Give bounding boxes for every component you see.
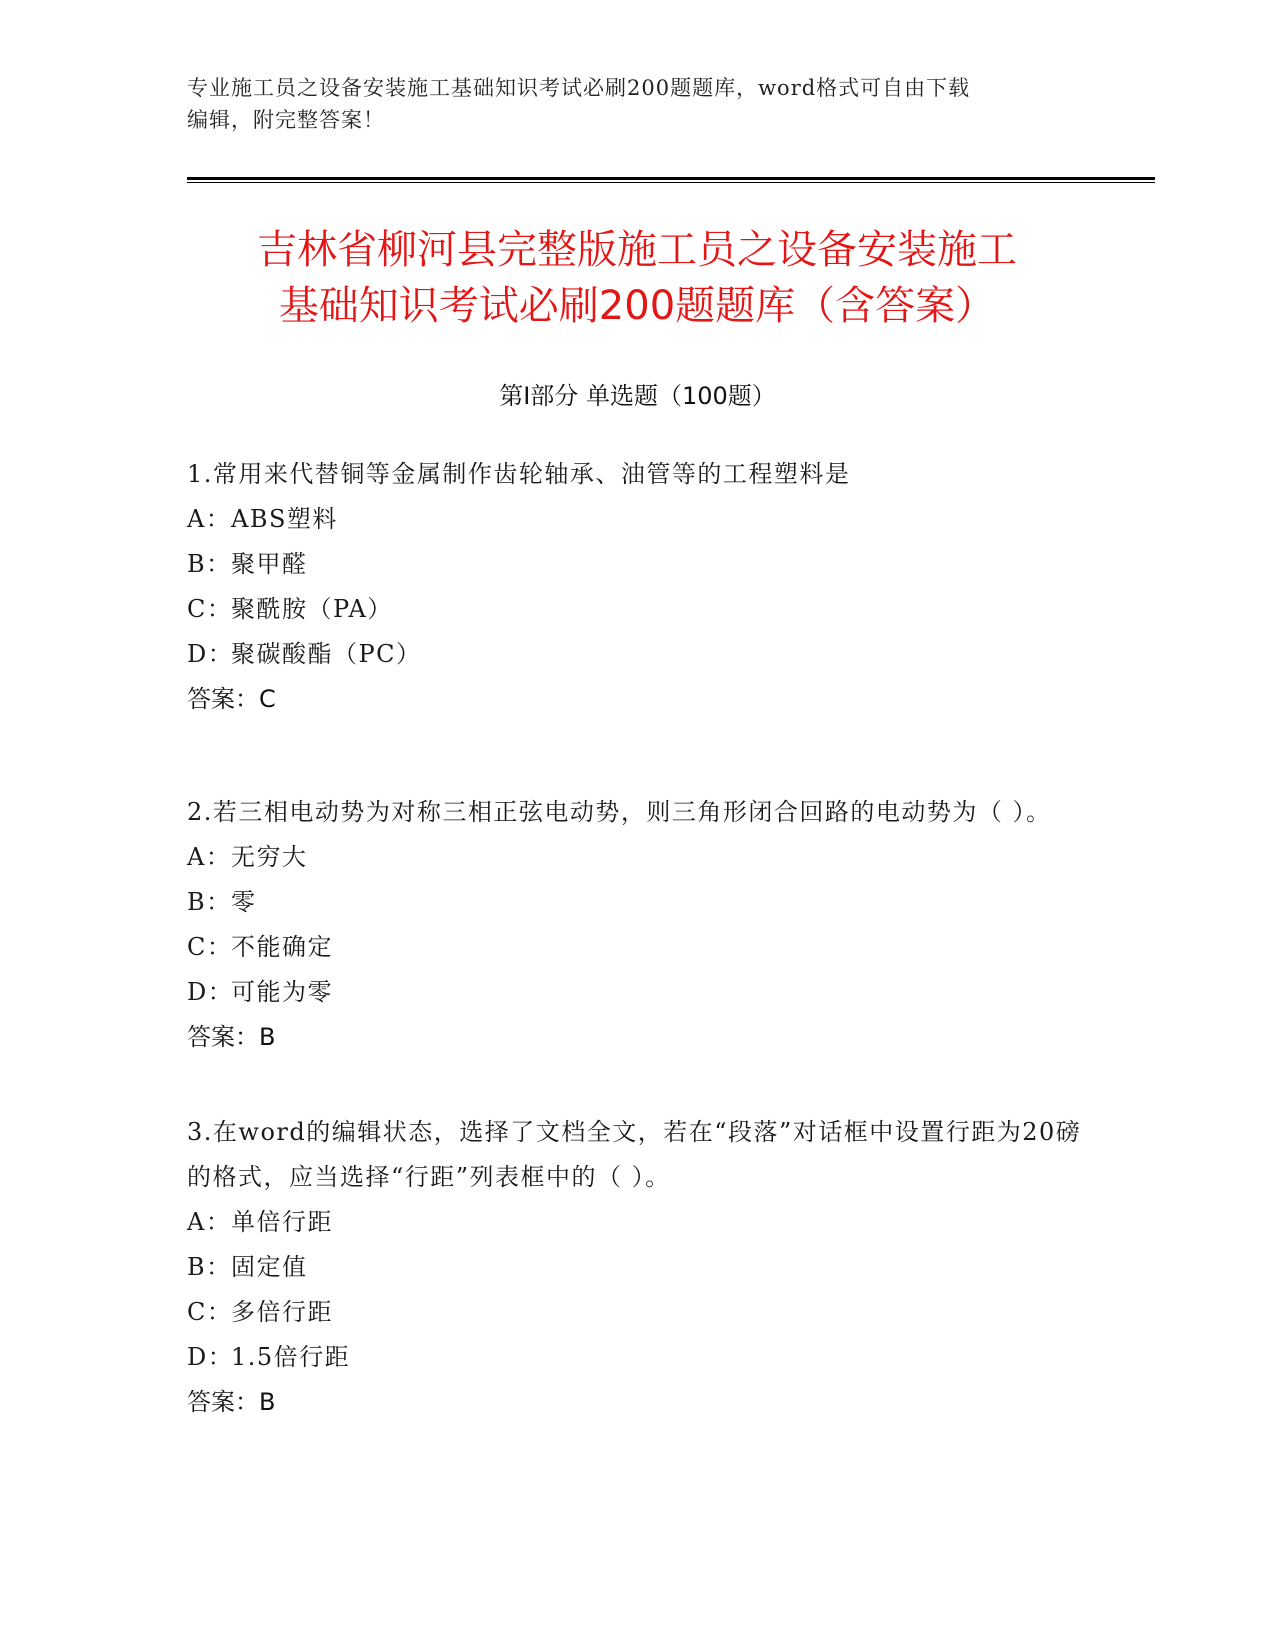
question-2 [187,790,1087,1060]
option-text: 零 [231,888,257,916]
question-1 [187,452,1087,722]
answer-text: 答案：C [187,685,276,713]
option-key: B： [187,1253,232,1281]
option-text: 可能为零 [231,978,333,1006]
option-text: 不能确定 [231,933,333,961]
option-text: 聚碳酸酯（PC） [231,640,422,668]
option-c [187,925,1087,970]
question-stem: 1.常用来代替铜等金属制作齿轮轴承、油管等的工程塑料是 [187,460,851,488]
option-text: ABS塑料 [231,505,338,533]
option-d [187,632,1087,677]
page-title-line-2: 基础知识考试必刷200题题库（含答案） [278,283,996,329]
answer-text: 答案：B [187,1388,276,1416]
option-text: 聚甲醛 [231,550,308,578]
option-key: A： [187,1208,232,1236]
question-stem: 3.在word的编辑状态，选择了文档全文，若在“段落”对话框中设置行距为20磅的格式，应当选择“行距”列表框中的（ ）。 [187,1118,1082,1191]
option-key: A： [187,505,232,533]
option-c [187,1290,1087,1335]
header-divider-thick [187,177,1155,180]
option-key: D： [187,1343,234,1371]
option-d [187,1335,1087,1380]
option-key: B： [187,888,232,916]
option-key: C： [187,595,233,623]
option-key: C： [187,933,233,961]
question-stem: 2.若三相电动势为对称三相正弦电动势，则三角形闭合回路的电动势为（ ）。 [187,798,1052,826]
option-key: D： [187,640,234,668]
header-note-line-2: 编辑，附完整答案！ [187,108,385,132]
option-a [187,497,1087,542]
header-note [187,72,1087,136]
option-key: A： [187,843,232,871]
option-b [187,880,1087,925]
option-text: 聚酰胺（PA） [231,595,393,623]
page-title [187,222,1087,334]
option-text: 单倍行距 [231,1208,333,1236]
option-a [187,1200,1087,1245]
header-note-line-1: 专业施工员之设备安装施工基础知识考试必刷200题题库，word格式可自由下载 [187,76,971,100]
option-key: D： [187,978,234,1006]
option-text: 1.5倍行距 [231,1343,351,1371]
option-b [187,542,1087,587]
option-key: B： [187,550,232,578]
page-title-line-1: 吉林省柳河县完整版施工员之设备安装施工 [257,227,1017,273]
answer-text: 答案：B [187,1023,276,1051]
section-heading: 第Ⅰ部分 单选题（100题） [499,382,776,410]
question-3 [187,1110,1087,1425]
option-text: 固定值 [231,1253,308,1281]
option-c [187,587,1087,632]
option-b [187,1245,1087,1290]
option-d [187,970,1087,1015]
option-text: 多倍行距 [231,1298,333,1326]
option-a [187,835,1087,880]
option-key: C： [187,1298,233,1326]
option-text: 无穷大 [231,843,308,871]
header-divider-thin [187,182,1155,183]
